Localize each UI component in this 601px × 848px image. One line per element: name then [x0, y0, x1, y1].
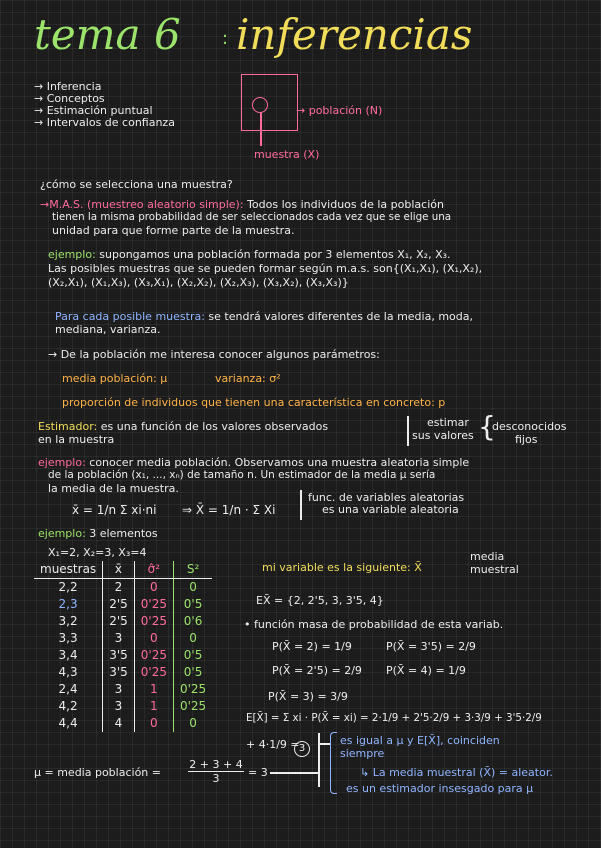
cell-sigma: 0 — [134, 715, 173, 732]
cell-muestra: 4,2 — [58, 699, 78, 713]
funcion-masa: • función masa de probabilidad de esta variab. — [244, 618, 504, 631]
example2-line2: de la población (x₁, ..., xₙ) de tamaño n. Un estimador de la media μ sería — [48, 469, 436, 481]
cell-mean: 3 — [103, 630, 135, 647]
estimar-label: estimar — [427, 416, 469, 429]
media-muestral-note: ↳ La media muestral (X̄) = aleator. — [360, 766, 553, 779]
example3-text: 3 elementos — [89, 527, 158, 540]
mu-equation: μ = media población = — [34, 766, 161, 779]
cell-muestra: 2,3 — [58, 597, 78, 611]
brace: { — [478, 410, 496, 443]
estimador-label: Estimador: — [38, 420, 98, 433]
cell-s2: 0'25 — [173, 681, 212, 698]
estimador-line1 — [38, 420, 328, 433]
prob-3: P(X̄ = 2'5) = 2/9 — [272, 664, 362, 677]
cell-mean: 2'5 — [103, 596, 135, 613]
table-row — [34, 613, 212, 630]
mas-line2: tienen la misma probabilidad de ser seleccionados cada vez que se elige una — [52, 211, 452, 223]
title-tema: tema 6 — [34, 10, 181, 59]
cell-sigma: 0 — [134, 630, 173, 647]
desconocidos-label: desconocidos — [492, 420, 567, 433]
elements-values: X₁=2, X₂=3, X₃=4 — [48, 546, 147, 559]
table-row — [34, 596, 212, 613]
connector-vertical — [318, 733, 320, 787]
expectation-formula-cont: + 4·1/9 = — [246, 738, 300, 751]
media-muestral-l1: media — [470, 550, 505, 563]
sample-arrow — [260, 112, 262, 146]
header-s2: S² — [173, 561, 212, 579]
func-line2: es una variable aleatoria — [322, 503, 459, 516]
result-circle — [294, 736, 310, 757]
cell-mean: 3'5 — [103, 647, 135, 664]
prob-2: P(X̄ = 3'5) = 2/9 — [386, 640, 476, 653]
cell-sigma: 1 — [134, 698, 173, 715]
prob-4: P(X̄ = 4) = 1/9 — [386, 664, 466, 677]
table-row — [34, 630, 212, 647]
cell-mean: 3 — [103, 698, 135, 715]
example2-label: ejemplo: — [38, 456, 86, 469]
estimador-divider — [407, 416, 409, 446]
para-cada-line1 — [55, 310, 473, 323]
cell-muestra: 4,3 — [58, 665, 78, 679]
prob-5: P(X̄ = 3) = 3/9 — [268, 690, 348, 703]
example2-text1: conocer media población. Observamos una muestra aleatoria simple — [89, 456, 470, 469]
title-inferencias: inferencias — [236, 10, 473, 59]
cell-s2: 0'5 — [173, 647, 212, 664]
example1-text1: supongamos una población formada por 3 elementos X₁, X₂, X₃. — [99, 248, 451, 261]
cell-s2: 0'6 — [173, 613, 212, 630]
header-mean: x̄ — [103, 561, 135, 579]
func-line1: func. de variables aleatorias — [308, 491, 465, 504]
formula-sample-mean: x̄ = 1/n Σ xi·ni — [72, 503, 157, 517]
proporcion: proporción de individuos que tienen una característica en concreto: p — [62, 396, 446, 409]
cell-muestra: 3,3 — [58, 631, 78, 645]
cell-sigma: 0'25 — [134, 647, 173, 664]
mas-paragraph — [40, 198, 444, 211]
mas-line3: unidad para que forme parte de la muestra. — [52, 224, 295, 237]
muestra-label: muestra (X) — [254, 148, 320, 161]
mi-variable: mi variable es la siguiente: X̄ — [262, 561, 422, 574]
interesa-line: → De la población me interesa conocer algunos parámetros: — [48, 348, 380, 361]
cell-s2: 0'5 — [173, 664, 212, 681]
para-cada-line2: mediana, varianza. — [55, 323, 161, 336]
cell-s2: 0 — [173, 579, 212, 597]
mu-fraction-den: 3 — [212, 772, 220, 785]
note-bracket — [330, 732, 337, 794]
example1-line3: (X₂,X₁), (X₁,X₃), (X₃,X₁), (X₂,X₂), (X₂,X₃), (X₃,X₂), (X₃,X₃)} — [48, 276, 349, 289]
insesgado-note: es un estimador insesgado para μ — [346, 782, 534, 795]
table-header-row — [34, 561, 212, 579]
cell-muestra: 2,2 — [58, 580, 78, 594]
cell-muestra: 3,4 — [58, 648, 78, 662]
mas-label: →M.A.S. (muestreo aleatorio simple): — [40, 198, 244, 211]
formula-random-variable: ⇒ X̄ = 1/n · Σ Xi — [182, 503, 276, 517]
mas-line1: Todos los individuos de la población — [247, 198, 444, 211]
cell-mean: 4 — [103, 715, 135, 732]
cell-muestra: 4,4 — [58, 716, 78, 730]
table-row — [34, 647, 212, 664]
cell-mean: 3 — [103, 681, 135, 698]
result-value: 3 — [294, 741, 310, 757]
cell-muestra: 2,4 — [58, 682, 78, 696]
igual-line2: siempre — [340, 747, 385, 760]
index-item-intervalos: → Intervalos de confianza — [34, 116, 175, 129]
question-seleccion: ¿cómo se selecciona una muestra? — [40, 178, 233, 191]
mu-fraction — [188, 758, 244, 785]
cell-sigma: 0'25 — [134, 596, 173, 613]
example2-line1 — [38, 456, 469, 469]
connector-top — [318, 743, 330, 745]
title-separator: : — [222, 28, 229, 49]
support-set: EX̄ = {2, 2'5, 3, 3'5, 4} — [256, 594, 384, 607]
cell-mean: 2 — [103, 579, 135, 597]
cell-s2: 0 — [173, 715, 212, 732]
media-muestral-l2: muestral — [470, 563, 519, 576]
igual-line1: es igual a μ y E[X̄], coinciden — [340, 734, 500, 747]
header-muestras: muestras — [34, 561, 103, 579]
cell-s2: 0 — [173, 630, 212, 647]
expectation-formula: E[X̄] = Σ xi · P(X̄ = xi) = 2·1/9 + 2'5·2/9 + 3·3/9 + 3'5·2/9 — [246, 712, 542, 724]
cell-s2: 0'5 — [173, 596, 212, 613]
cell-sigma: 0'25 — [134, 664, 173, 681]
fijos-label: fijos — [515, 433, 538, 446]
index-item-inferencia: → Inferencia — [34, 80, 102, 93]
table-row — [34, 579, 212, 597]
example1-line1 — [48, 248, 451, 261]
para-cada-text1: se tendrá valores diferentes de la media, moda, — [208, 310, 473, 323]
prob-1: P(X̄ = 2) = 1/9 — [272, 640, 352, 653]
formula-divider — [300, 490, 302, 520]
index-item-conceptos: → Conceptos — [34, 92, 105, 105]
example3-line — [38, 527, 158, 540]
example2-line3: la media de la muestra. — [48, 482, 179, 495]
cell-s2: 0'25 — [173, 698, 212, 715]
poblacion-label: → población (N) — [296, 104, 383, 117]
example1-label: ejemplo: — [48, 248, 96, 261]
estimador-line2: en la muestra — [38, 433, 115, 446]
cell-sigma: 0'25 — [134, 613, 173, 630]
connector-bottom — [270, 772, 320, 774]
sus-valores-label: sus valores — [412, 429, 474, 442]
table-row — [34, 698, 212, 715]
header-sigma: σ̂² — [134, 561, 173, 579]
table-row — [34, 681, 212, 698]
example3-label: ejemplo: — [38, 527, 86, 540]
mu-fraction-num: 2 + 3 + 4 — [189, 758, 243, 771]
table-row — [34, 715, 212, 732]
media-poblacion: media población: μ — [62, 372, 168, 385]
mu-result: = 3 — [248, 766, 268, 779]
varianza: varianza: σ² — [215, 372, 281, 385]
table-row — [34, 664, 212, 681]
cell-sigma: 0 — [134, 579, 173, 597]
example1-line2: Las posibles muestras que se pueden formar según m.a.s. son{(X₁,X₁), (X₁,X₂), — [48, 262, 483, 275]
sample-circle — [252, 97, 268, 113]
cell-sigma: 1 — [134, 681, 173, 698]
cell-mean: 3'5 — [103, 664, 135, 681]
para-cada-label: Para cada posible muestra: — [55, 310, 205, 323]
estimador-text1: es una función de los valores observados — [100, 420, 329, 433]
cell-muestra: 3,2 — [58, 614, 78, 628]
population-box — [241, 74, 298, 131]
samples-table — [34, 561, 212, 732]
index-item-estimacion: → Estimación puntual — [34, 104, 153, 117]
cell-mean: 2'5 — [103, 613, 135, 630]
